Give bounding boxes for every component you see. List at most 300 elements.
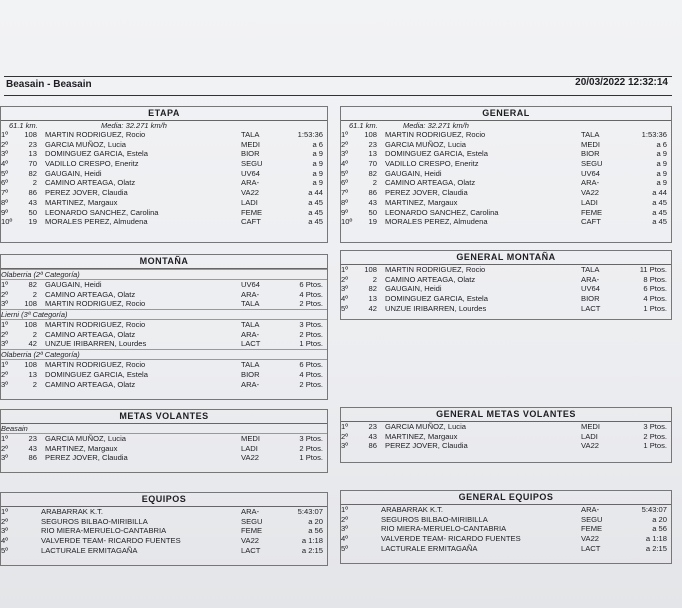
general-rows xyxy=(341,130,671,227)
bib-number: 13 xyxy=(28,369,37,379)
rider-name: LEONARDO SANCHEZ, Carolina xyxy=(45,207,159,217)
team-row xyxy=(1,526,327,536)
rider-row xyxy=(341,149,671,159)
rider-row xyxy=(1,330,327,340)
team-code: LACT xyxy=(581,303,601,313)
result: a 44 xyxy=(308,188,323,198)
position: 10º xyxy=(341,217,353,227)
etapa-distance: 61.1 km. xyxy=(9,121,38,130)
equipos-panel xyxy=(0,492,328,566)
bib-number: 42 xyxy=(28,339,37,349)
position: 1º xyxy=(341,422,348,431)
team-name: VALVERDE TEAM- RICARDO FUENTES xyxy=(381,534,521,544)
rider-name: GAUGAIN, Heidi xyxy=(45,168,102,178)
team-code: VA22 xyxy=(581,441,600,451)
result: 1 Ptos. xyxy=(299,339,323,349)
position: 5º xyxy=(341,543,348,553)
rider-name: MARTIN RODRIGUEZ, Rocio xyxy=(385,130,486,139)
position: 4º xyxy=(341,534,348,544)
result: a 9 xyxy=(656,168,667,178)
position: 1º xyxy=(341,130,348,139)
bib-number: 108 xyxy=(364,265,377,274)
rider-row xyxy=(1,188,327,198)
rider-row xyxy=(1,169,327,179)
position: 8º xyxy=(341,197,348,207)
bib-number: 108 xyxy=(24,299,37,309)
team-row xyxy=(341,534,671,544)
rider-row xyxy=(341,198,671,208)
position: 2º xyxy=(1,289,8,299)
bib-number: 23 xyxy=(28,139,37,149)
result: a 6 xyxy=(656,139,667,149)
result: 2 Ptos. xyxy=(299,299,323,309)
general-speed: Media: 32.271 km/h xyxy=(403,121,469,130)
rider-row xyxy=(341,188,671,198)
result: 2 Ptos. xyxy=(299,379,323,389)
position: 2º xyxy=(341,514,348,524)
rider-row xyxy=(341,130,671,140)
rider-row xyxy=(341,422,671,432)
rider-name: GARCIA MUÑOZ, Lucia xyxy=(385,422,467,431)
etapa-speed: Media: 32.271 km/h xyxy=(101,121,167,130)
position: 3º xyxy=(341,149,348,159)
result: a 9 xyxy=(656,178,667,188)
position: 1º xyxy=(1,434,8,443)
bib-number: 108 xyxy=(24,130,37,139)
result: 3 Ptos. xyxy=(643,422,667,431)
position: 3º xyxy=(1,299,8,309)
position: 2º xyxy=(1,329,8,339)
rider-name: GAUGAIN, Heidi xyxy=(385,168,442,178)
rider-name: MARTIN RODRIGUEZ, Rocio xyxy=(45,360,146,370)
rider-row xyxy=(341,159,671,169)
position: 1º xyxy=(341,265,348,274)
team-code: ARA- xyxy=(241,379,260,389)
rider-row xyxy=(1,370,327,380)
position: 8º xyxy=(1,197,8,207)
bib-number: 108 xyxy=(364,130,377,139)
position: 9º xyxy=(1,207,8,217)
bib-number: 82 xyxy=(28,168,37,178)
position: 6º xyxy=(341,178,348,188)
rider-name: UNZUE IRIBARREN, Lourdes xyxy=(385,303,487,313)
team-code: LADI xyxy=(241,443,258,453)
rider-row xyxy=(1,130,327,140)
rider-row xyxy=(1,178,327,188)
bib-number: 86 xyxy=(28,188,37,198)
rider-name: MARTINEZ, Margaux xyxy=(45,197,118,207)
team-code: VA22 xyxy=(581,188,600,198)
rider-name: CAMINO ARTEAGA, Olatz xyxy=(45,178,136,188)
result: 1 Ptos. xyxy=(643,303,667,313)
position: 5º xyxy=(341,303,348,313)
bib-number: 19 xyxy=(368,217,377,227)
montana-cat-3 xyxy=(1,349,327,389)
team-row xyxy=(341,544,671,554)
team-code: MEDI xyxy=(241,434,260,443)
position: 4º xyxy=(1,536,8,546)
etapa-panel xyxy=(0,106,328,243)
position: 5º xyxy=(1,168,8,178)
result: 3 Ptos. xyxy=(299,434,323,443)
rider-row xyxy=(1,290,327,300)
team-code: BIOR xyxy=(581,149,600,159)
team-code: LADI xyxy=(581,197,598,207)
team-code: VA22 xyxy=(241,188,260,198)
bib-number: 23 xyxy=(28,434,37,443)
rider-name: MARTIN RODRIGUEZ, Rocio xyxy=(45,299,146,309)
rider-name: CAMINO ARTEAGA, Olatz xyxy=(45,289,136,299)
team-code: BIOR xyxy=(241,369,260,379)
position: 1º xyxy=(341,505,348,514)
team-row xyxy=(341,505,671,515)
rider-name: VADILLO CRESPO, Eneritz xyxy=(385,159,479,169)
result: a 45 xyxy=(652,217,667,227)
position: 1º xyxy=(1,507,8,516)
team-code: FEME xyxy=(581,207,603,217)
team-code: CAFT xyxy=(241,217,261,227)
montana-cat-rows xyxy=(1,360,327,389)
team-code: LADI xyxy=(241,197,258,207)
result: 2 Ptos. xyxy=(299,443,323,453)
bib-number: 50 xyxy=(368,207,377,217)
result: 2 Ptos. xyxy=(299,329,323,339)
team-name: SEGUROS BILBAO-MIRIBILLA xyxy=(381,514,488,524)
position: 1º xyxy=(1,320,8,330)
rider-name: GAUGAIN, Heidi xyxy=(45,280,102,289)
position: 3º xyxy=(1,453,8,463)
team-code: BIOR xyxy=(581,294,600,304)
team-code: ARA- xyxy=(241,507,260,516)
report-header xyxy=(4,76,672,96)
team-code: ARA- xyxy=(241,178,260,188)
team-code: SEGU xyxy=(581,159,603,169)
rider-row xyxy=(1,320,327,330)
result: 11 Ptos. xyxy=(639,265,667,274)
bib-number: 13 xyxy=(368,294,377,304)
rider-name: MARTIN RODRIGUEZ, Rocio xyxy=(45,320,146,330)
bib-number: 82 xyxy=(28,280,37,289)
team-code: MEDI xyxy=(241,139,260,149)
rider-name: GARCIA MUÑOZ, Lucia xyxy=(45,434,127,443)
metas-title: METAS VOLANTES xyxy=(1,410,327,424)
result: a 1:18 xyxy=(645,534,667,544)
result: 6 Ptos. xyxy=(299,360,323,370)
report-datetime: 20/03/2022 12:32:14 xyxy=(575,77,668,88)
rider-row xyxy=(341,304,671,314)
bib-number: 2 xyxy=(372,178,377,188)
rider-row xyxy=(341,432,671,442)
result: a 2:15 xyxy=(645,543,667,553)
montana-cat-rows xyxy=(1,320,327,349)
team-row xyxy=(1,546,327,556)
rider-name: GAUGAIN, Heidi xyxy=(385,284,442,294)
montana-cat-label: Lierni (3ª Categoría) xyxy=(1,309,327,320)
rider-row xyxy=(341,140,671,150)
position: 1º xyxy=(1,280,8,289)
bib-number: 23 xyxy=(368,139,377,149)
position: 1º xyxy=(1,130,8,139)
etapa-rows xyxy=(1,130,327,227)
team-code: SEGU xyxy=(581,514,603,524)
rider-row xyxy=(1,140,327,150)
result: 2 Ptos. xyxy=(643,431,667,441)
general-equipos-panel xyxy=(340,490,672,564)
result: 4 Ptos. xyxy=(643,294,667,304)
general-equipos-rows xyxy=(341,505,671,553)
team-name: RIO MIERA-MERUELO-CANTABRIA xyxy=(381,524,507,534)
team-name: ARABARRAK K.T. xyxy=(381,505,444,514)
montana-panel xyxy=(0,254,328,400)
rider-name: DOMINGUEZ GARCIA, Estela xyxy=(45,149,148,159)
team-code: ARA- xyxy=(581,274,600,284)
team-row xyxy=(341,524,671,534)
position: 2º xyxy=(341,431,348,441)
result: a 20 xyxy=(308,516,323,526)
team-code: ARA- xyxy=(241,329,260,339)
general-metas-rows xyxy=(341,422,671,451)
team-code: VA22 xyxy=(581,534,600,544)
rider-row xyxy=(341,169,671,179)
rider-name: PEREZ JOVER, Claudia xyxy=(385,188,468,198)
team-code: ARA- xyxy=(581,178,600,188)
rider-name: CAMINO ARTEAGA, Olatz xyxy=(385,178,476,188)
result: a 9 xyxy=(656,159,667,169)
general-montana-rows xyxy=(341,265,671,313)
team-code: UV64 xyxy=(581,284,600,294)
bib-number: 82 xyxy=(368,284,377,294)
rider-row xyxy=(1,299,327,309)
position: 2º xyxy=(1,516,8,526)
result: a 6 xyxy=(312,139,323,149)
position: 2º xyxy=(1,443,8,453)
bib-number: 108 xyxy=(24,360,37,370)
rider-row xyxy=(1,149,327,159)
result: a 56 xyxy=(652,524,667,534)
team-row xyxy=(1,507,327,517)
bib-number: 43 xyxy=(28,197,37,207)
position: 3º xyxy=(1,379,8,389)
rider-row xyxy=(1,453,327,463)
etapa-title: ETAPA xyxy=(1,107,327,121)
team-name: LACTURALE ERMITAGAÑA xyxy=(41,545,138,555)
bib-number: 43 xyxy=(368,431,377,441)
rider-name: DOMINGUEZ GARCIA, Estela xyxy=(385,294,488,304)
team-code: TALA xyxy=(241,360,260,370)
position: 2º xyxy=(341,274,348,284)
rider-name: CAMINO ARTEAGA, Olatz xyxy=(385,274,476,284)
rider-name: UNZUE IRIBARREN, Lourdes xyxy=(45,339,147,349)
result: a 2:15 xyxy=(301,545,323,555)
general-stats xyxy=(341,121,671,130)
team-row xyxy=(341,515,671,525)
rider-name: MARTIN RODRIGUEZ, Rocio xyxy=(45,130,146,139)
team-code: LACT xyxy=(241,339,261,349)
result: a 9 xyxy=(312,168,323,178)
result: 3 Ptos. xyxy=(299,320,323,330)
result: 4 Ptos. xyxy=(299,289,323,299)
result: a 45 xyxy=(652,207,667,217)
result: a 44 xyxy=(652,188,667,198)
equipos-title: EQUIPOS xyxy=(1,493,327,507)
result: a 9 xyxy=(312,159,323,169)
rider-name: PEREZ JOVER, Claudia xyxy=(385,441,468,451)
rider-row xyxy=(1,444,327,454)
result: 1 Ptos. xyxy=(299,453,323,463)
result: a 56 xyxy=(308,526,323,536)
bib-number: 42 xyxy=(368,303,377,313)
montana-cat-2 xyxy=(1,309,327,349)
team-code: MEDI xyxy=(581,422,600,431)
bib-number: 2 xyxy=(372,274,377,284)
bib-number: 2 xyxy=(32,379,37,389)
result: 6 Ptos. xyxy=(643,284,667,294)
rider-name: MORALES PEREZ, Almudena xyxy=(45,217,148,227)
position: 2º xyxy=(1,369,8,379)
bib-number: 50 xyxy=(28,207,37,217)
position: 2º xyxy=(1,139,8,149)
team-name: SEGUROS BILBAO-MIRIBILLA xyxy=(41,516,148,526)
metas-cat-label: Beasain xyxy=(1,424,327,434)
team-name: LACTURALE ERMITAGAÑA xyxy=(381,543,478,553)
rider-name: MARTIN RODRIGUEZ, Rocio xyxy=(385,265,486,274)
result: 1:53:36 xyxy=(641,130,667,139)
result: 6 Ptos. xyxy=(299,280,323,289)
rider-name: PEREZ JOVER, Claudia xyxy=(45,188,128,198)
team-row xyxy=(1,517,327,527)
bib-number: 2 xyxy=(32,289,37,299)
team-code: UV64 xyxy=(241,280,260,289)
rider-name: CAMINO ARTEAGA, Olatz xyxy=(45,329,136,339)
team-code: TALA xyxy=(581,130,600,139)
rider-row xyxy=(1,198,327,208)
position: 4º xyxy=(1,159,8,169)
bib-number: 108 xyxy=(24,320,37,330)
rider-row xyxy=(1,159,327,169)
rider-row xyxy=(341,265,671,275)
team-code: LACT xyxy=(241,545,261,555)
rider-name: MARTINEZ, Margaux xyxy=(45,443,118,453)
team-code: VA22 xyxy=(241,536,260,546)
team-code: MEDI xyxy=(581,139,600,149)
general-panel xyxy=(340,106,672,243)
result: a 9 xyxy=(312,149,323,159)
rider-name: GARCIA MUÑOZ, Lucia xyxy=(385,139,467,149)
bib-number: 86 xyxy=(368,188,377,198)
team-code: TALA xyxy=(581,265,600,274)
team-code: ARA- xyxy=(241,289,260,299)
position: 4º xyxy=(341,159,348,169)
metas-rows xyxy=(1,434,327,463)
rider-row xyxy=(1,208,327,218)
position: 3º xyxy=(341,441,348,451)
position: 3º xyxy=(1,149,8,159)
position: 5º xyxy=(1,545,8,555)
rider-name: DOMINGUEZ GARCIA, Estela xyxy=(385,149,488,159)
rider-name: DOMINGUEZ GARCIA, Estela xyxy=(45,369,148,379)
rider-name: MARTINEZ, Margaux xyxy=(385,431,458,441)
rider-row xyxy=(341,178,671,188)
team-code: TALA xyxy=(241,320,260,330)
rider-name: CAMINO ARTEAGA, Olatz xyxy=(45,379,136,389)
rider-name: MORALES PEREZ, Almudena xyxy=(385,217,488,227)
montana-cat-label: Olaberria (2ª Categoría) xyxy=(1,349,327,360)
team-code: SEGU xyxy=(241,159,263,169)
rider-name: PEREZ JOVER, Claudia xyxy=(45,453,128,463)
team-code: FEME xyxy=(241,526,263,536)
bib-number: 13 xyxy=(28,149,37,159)
team-code: CAFT xyxy=(581,217,601,227)
team-code: VA22 xyxy=(241,453,260,463)
team-code: UV64 xyxy=(581,168,600,178)
position: 1º xyxy=(1,360,8,370)
team-code: FEME xyxy=(241,207,263,217)
rider-row xyxy=(341,294,671,304)
team-code: TALA xyxy=(241,130,260,139)
team-code: LACT xyxy=(581,543,601,553)
general-montana-panel xyxy=(340,250,672,320)
general-metas-panel xyxy=(340,407,672,463)
montana-cat-label: Olaberria (2ª Categoría) xyxy=(1,269,327,280)
position: 3º xyxy=(1,339,8,349)
team-code: UV64 xyxy=(241,168,260,178)
bib-number: 2 xyxy=(32,178,37,188)
rider-row xyxy=(1,360,327,370)
result: 8 Ptos. xyxy=(643,274,667,284)
result: a 45 xyxy=(308,207,323,217)
rider-row xyxy=(1,217,327,227)
bib-number: 86 xyxy=(28,453,37,463)
bib-number: 86 xyxy=(368,441,377,451)
montana-cat-1 xyxy=(1,269,327,309)
race-location: Beasain - Beasain xyxy=(6,79,92,90)
bib-number: 43 xyxy=(368,197,377,207)
rider-name: MARTINEZ, Margaux xyxy=(385,197,458,207)
position: 2º xyxy=(341,139,348,149)
position: 3º xyxy=(1,526,8,536)
team-row xyxy=(1,536,327,546)
result: a 45 xyxy=(308,217,323,227)
metas-panel xyxy=(0,409,328,473)
rider-row xyxy=(1,339,327,349)
team-name: ARABARRAK K.T. xyxy=(41,507,104,516)
bib-number: 70 xyxy=(28,159,37,169)
bib-number: 82 xyxy=(368,168,377,178)
position: 4º xyxy=(341,294,348,304)
montana-cat-rows xyxy=(1,280,327,309)
position: 10º xyxy=(1,217,13,227)
result: a 20 xyxy=(652,514,667,524)
position: 3º xyxy=(341,284,348,294)
rider-row xyxy=(1,280,327,290)
rider-row xyxy=(1,380,327,390)
rider-name: LEONARDO SANCHEZ, Carolina xyxy=(385,207,499,217)
bib-number: 70 xyxy=(368,159,377,169)
team-name: RIO MIERA-MERUELO-CANTABRIA xyxy=(41,526,167,536)
position: 7º xyxy=(341,188,348,198)
position: 7º xyxy=(1,188,8,198)
result: 1 Ptos. xyxy=(643,441,667,451)
result: 1:53:36 xyxy=(297,130,323,139)
position: 9º xyxy=(341,207,348,217)
result: a 9 xyxy=(312,178,323,188)
position: 6º xyxy=(1,178,8,188)
position: 3º xyxy=(341,524,348,534)
bib-number: 13 xyxy=(368,149,377,159)
result: 5:43:07 xyxy=(641,505,667,514)
rider-row xyxy=(341,275,671,285)
montana-title: MONTAÑA xyxy=(1,255,327,269)
